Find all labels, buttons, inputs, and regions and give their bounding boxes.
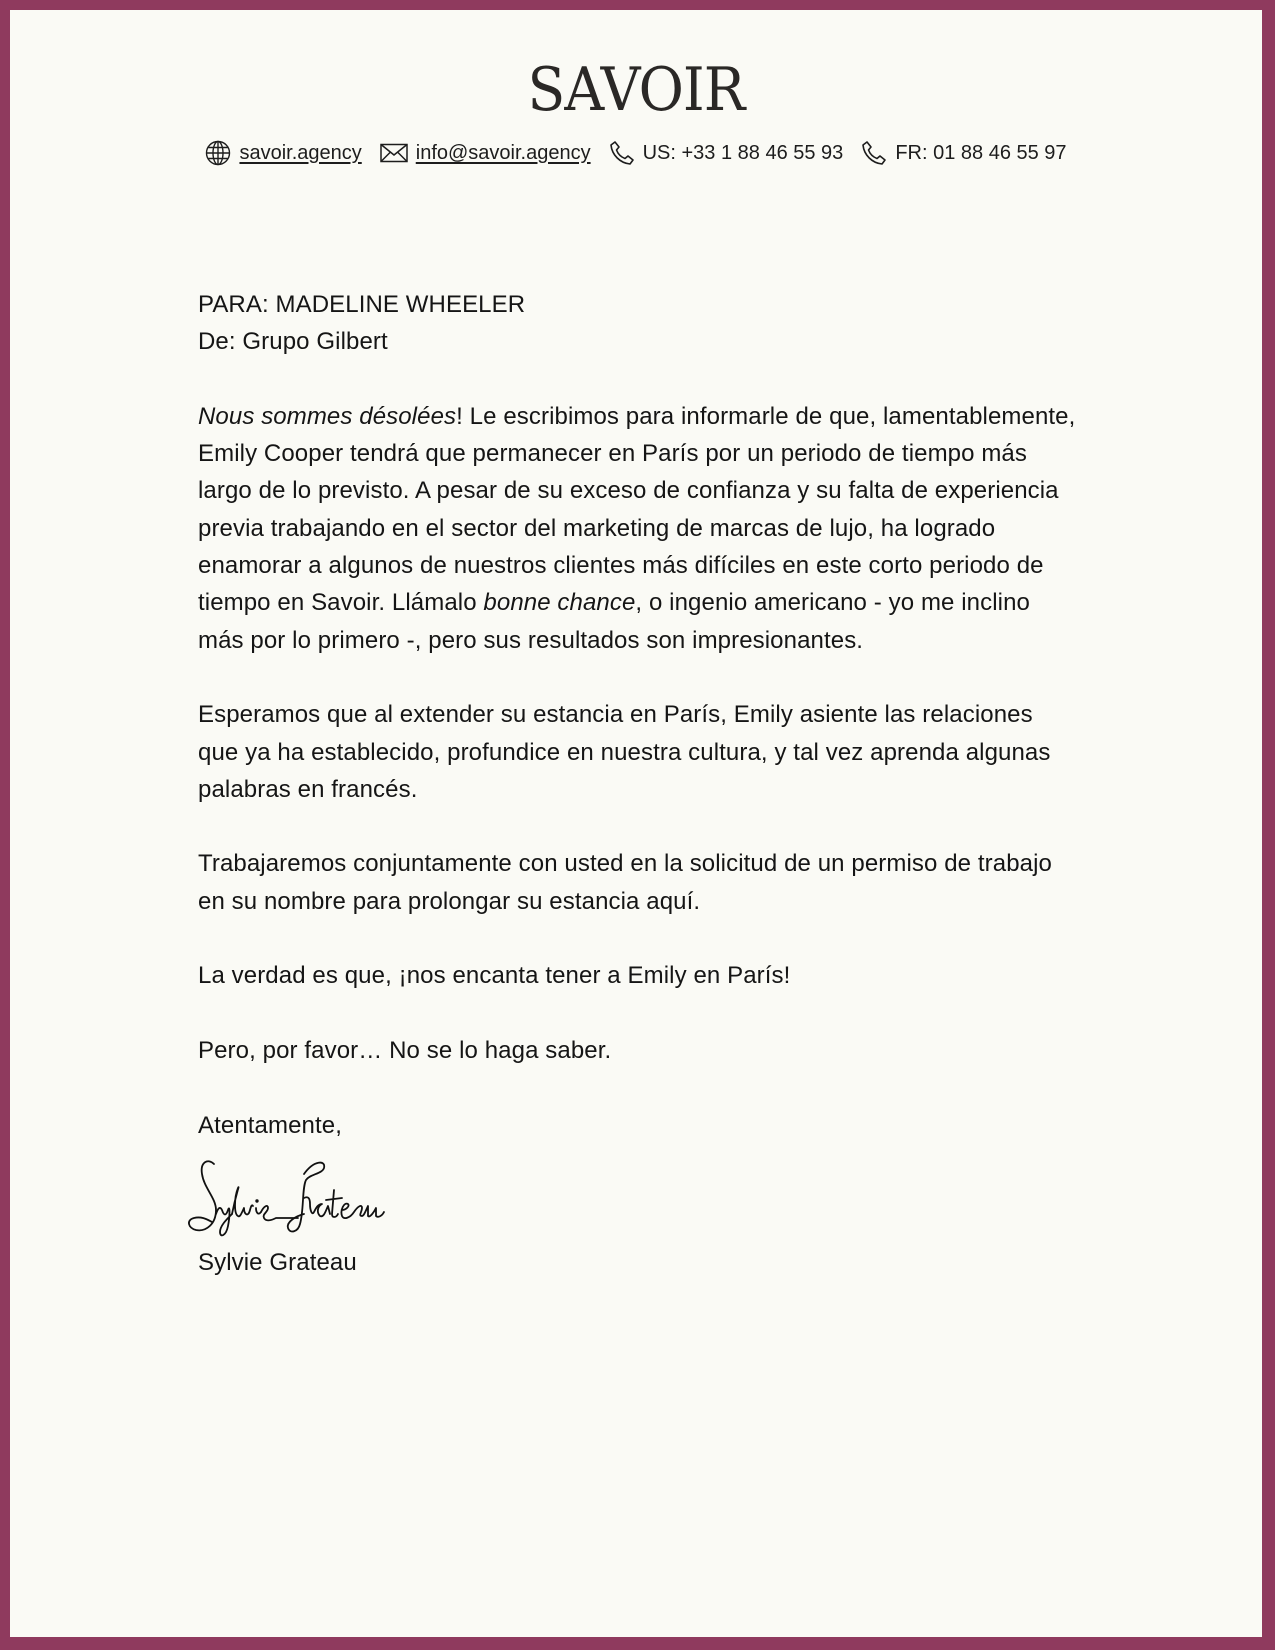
letter-body bbox=[198, 286, 1078, 1281]
contact-website bbox=[205, 140, 361, 166]
recipient-line: PARA: MADELINE WHEELER bbox=[198, 291, 526, 318]
contact-phone-fr bbox=[861, 140, 1066, 166]
phone-us-text: US: +33 1 88 46 55 93 bbox=[642, 141, 844, 164]
paragraph-5: Pero, por favor… No se lo haga saber. bbox=[198, 1036, 612, 1064]
envelope-icon bbox=[380, 143, 408, 163]
savoir-logo: SAVOIR bbox=[527, 55, 745, 125]
contact-phone-us bbox=[609, 140, 844, 166]
website-link[interactable]: savoir.agency bbox=[239, 141, 362, 164]
paragraph-1-text-b: , o ingenio americano - yo me inclino más por lo primero -, pero sus resultados son impresionantes. bbox=[198, 589, 1030, 654]
handwritten-signature bbox=[186, 1154, 416, 1244]
email-link[interactable]: info@savoir.agency bbox=[415, 141, 591, 164]
signature-name: Sylvie Grateau bbox=[198, 1248, 357, 1276]
globe-icon bbox=[205, 140, 231, 166]
phone-fr-text: FR: 01 88 46 55 97 bbox=[895, 141, 1067, 164]
letter-page bbox=[10, 10, 1262, 1637]
paragraph-3: Trabajaremos conjuntamente con usted en la solicitud de un permiso de trabajo en su nombre para prolongar su estancia aquí. bbox=[198, 850, 1052, 915]
contact-email bbox=[380, 142, 591, 165]
contact-bar bbox=[10, 140, 1262, 166]
italic-phrase: bonne chance bbox=[483, 589, 636, 617]
sender-line: De: Grupo Gilbert bbox=[198, 328, 388, 356]
paragraph-1 bbox=[198, 398, 1078, 659]
paragraph-1-text-a: ! Le escribimos para informarle de que, lamentablemente, Emily Cooper tendrá que permanecer en París por un periodo de tiempo más largo de lo previsto. A pesar de su exceso de confianza y su falta de experiencia previa trabajando en el sector del marketing de marcas de lujo, ha logrado enamorar a algunos de nuestros clientes más difíciles en este corto periodo de tiempo en Savoir. Llámalo bbox=[198, 402, 1076, 617]
phone-icon bbox=[861, 140, 887, 166]
closing: Atentamente, bbox=[198, 1111, 342, 1139]
italic-phrase: Nous sommes désolées bbox=[198, 402, 457, 430]
paragraph-4: La verdad es que, ¡nos encanta tener a Emily en París! bbox=[198, 962, 791, 990]
paragraph-2: Esperamos que al extender su estancia en París, Emily asiente las relaciones que ya ha establecido, profundice en nuestra cultura, y tal vez aprenda algunas palabras en francés. bbox=[198, 701, 1051, 803]
phone-icon bbox=[609, 140, 635, 166]
